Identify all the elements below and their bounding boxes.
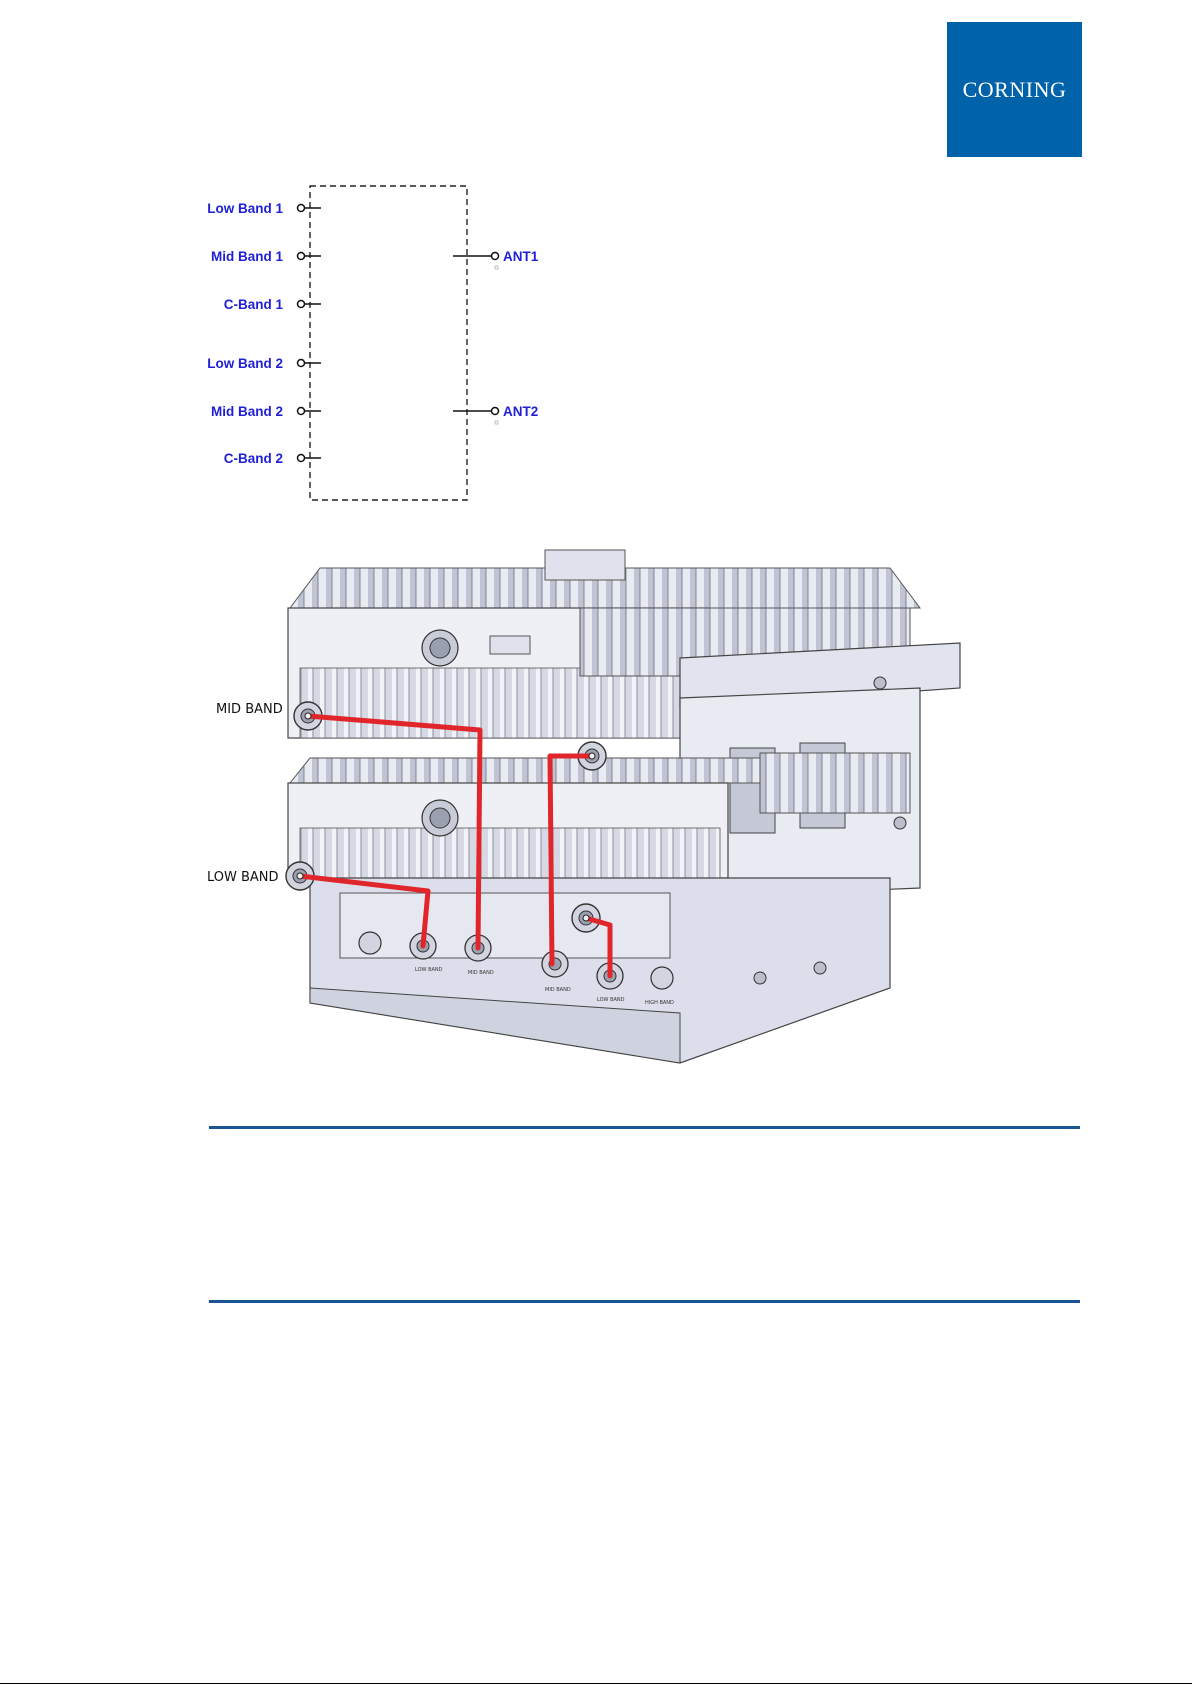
port-label-mid-band-1: Mid Band 1 bbox=[210, 249, 283, 264]
lower-unit bbox=[288, 783, 728, 883]
section-rule-top bbox=[209, 1126, 1080, 1129]
port-label-low-band-2: LOW BAND bbox=[597, 997, 625, 1003]
port-label-c-band-2: C-Band 2 bbox=[223, 451, 283, 466]
right-port-ant2 bbox=[453, 404, 538, 424]
left-port-2 bbox=[211, 249, 321, 264]
right-port-ant1 bbox=[453, 249, 539, 269]
port-label-mid-band: MID BAND bbox=[468, 970, 494, 976]
left-port-5 bbox=[211, 404, 321, 419]
callout-mid-band: MID BAND bbox=[216, 702, 283, 717]
port-label-low-band-1: Low Band 1 bbox=[207, 201, 283, 216]
port-label-mid-band-2: MID BAND bbox=[545, 987, 571, 993]
left-port-6 bbox=[224, 451, 321, 466]
port-label-ant1: ANT1 bbox=[503, 249, 539, 264]
port-label-ant2: ANT2 bbox=[503, 404, 539, 419]
left-port-1 bbox=[207, 201, 321, 216]
port-label-c-band-1: C-Band 1 bbox=[223, 297, 283, 312]
corning-logo bbox=[947, 22, 1082, 157]
section-rule-bottom bbox=[209, 1300, 1080, 1303]
combiner-box bbox=[310, 186, 467, 500]
page-bottom-border bbox=[0, 1683, 1192, 1684]
top-heatsink bbox=[290, 550, 920, 608]
port-label-low-band-2: Low Band 2 bbox=[207, 356, 283, 371]
port-label-high-band: HIGH BAND bbox=[645, 1000, 674, 1006]
callout-low-band: LOW BAND bbox=[207, 870, 279, 885]
logo-text: CORNING bbox=[962, 76, 1067, 102]
left-port-4 bbox=[207, 356, 321, 371]
port-schematic bbox=[195, 182, 555, 502]
equipment-illustration bbox=[200, 548, 970, 1068]
left-port-3 bbox=[224, 297, 321, 312]
port-label-mid-band-2: Mid Band 2 bbox=[210, 404, 283, 419]
port-label-low-band: LOW BAND bbox=[415, 967, 443, 973]
